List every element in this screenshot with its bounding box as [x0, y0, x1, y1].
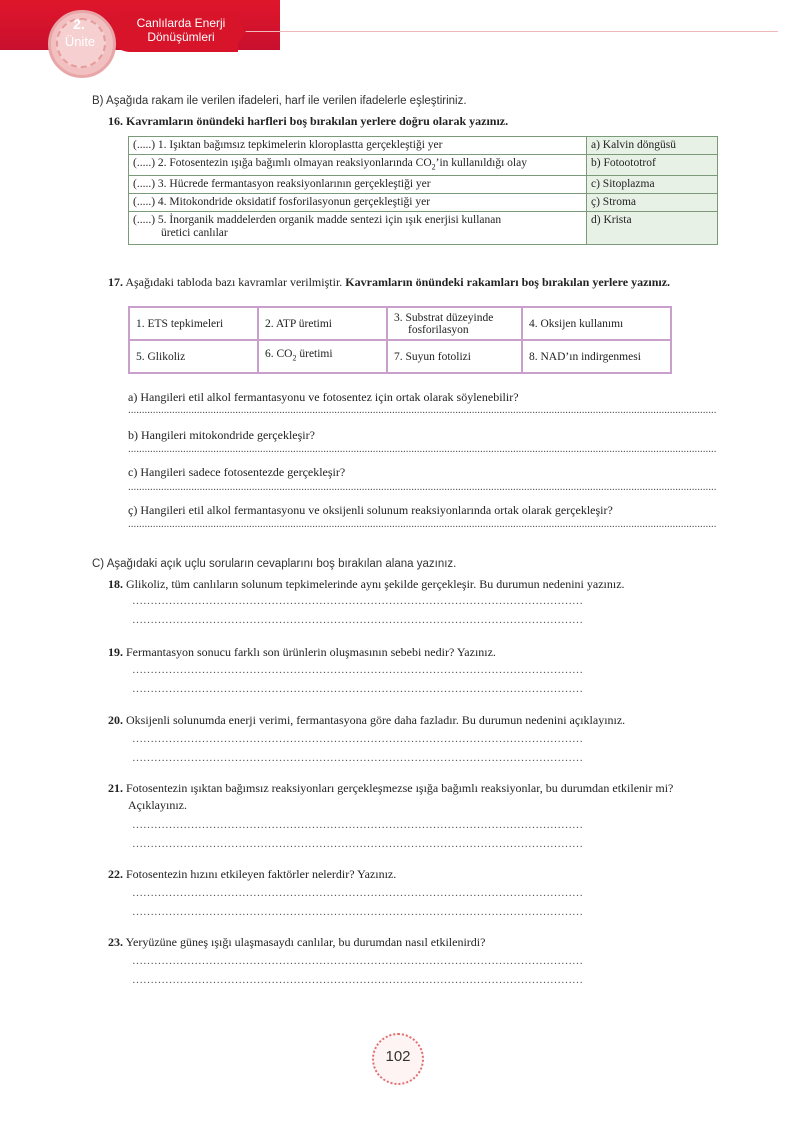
statement-cell: (.....) 4. Mitokondride oksidatif fosforilasyonun gerçekleştiği yer: [129, 194, 587, 212]
option-cell: a) Kalvin döngüsü: [587, 137, 718, 155]
answer-line[interactable]: ......................................................................................................................................................................................................................: [128, 443, 717, 455]
question-22: 22. Fotosentezin hızını etkileyen faktörler nelerdir? Yazınız.: [108, 867, 397, 881]
statement-cell: (.....) 2. Fotosentezin ışığa bağımlı olmayan reaksiyonlarında $CO_2’in$ kullanıldığı olay: [129, 155, 587, 176]
answer-line[interactable]: ……………………………………………………………………………………………………………: [132, 683, 583, 695]
matching-table: [128, 136, 718, 245]
answer-line[interactable]: ……………………………………………………………………………………………………………: [132, 664, 583, 676]
concept-cell: 4. Oksijen kullanımı: [522, 307, 671, 340]
subquestion-a: a) Hangileri etil alkol fermantasyonu ve fotosentez için ortak olarak söylenebilir?: [128, 390, 519, 404]
answer-line[interactable]: ......................................................................................................................................................................................................................: [128, 481, 717, 493]
option-cell: b) Fotoototrof: [587, 155, 718, 176]
question-instruction: Kavramların önündeki rakamları boş bırakılan yerlere yazınız.: [345, 275, 671, 289]
question-21: 21. Fotosentezin ışıktan bağımsız reaksiyonları gerçekleşmezse ışığa bağımlı reaksiyonlar, bu durumdan etkilenir mi?: [108, 781, 674, 795]
question-21-continued: Açıklayınız.: [128, 798, 187, 812]
answer-line[interactable]: ……………………………………………………………………………………………………………: [132, 819, 583, 831]
answer-line[interactable]: ……………………………………………………………………………………………………………: [132, 752, 583, 764]
concept-cell: 1. ETS tepkimeleri: [129, 307, 258, 340]
unit-number: 2.: [73, 16, 85, 32]
section-b-heading: B) Aşağıda rakam ile verilen ifadeleri, harf ile verilen ifadelerle eşleştiriniz.: [92, 95, 467, 107]
question-23: 23. Yeryüzüne güneş ışığı ulaşmasaydı canlılar, bu durumdan nasıl etkilenirdi?: [108, 935, 486, 949]
statement-cell: (.....) 3. Hücrede fermantasyon reaksiyonlarının gerçekleştiği yer: [129, 176, 587, 194]
answer-line[interactable]: ……………………………………………………………………………………………………………: [132, 614, 583, 626]
answer-line[interactable]: ……………………………………………………………………………………………………………: [132, 974, 583, 986]
option-cell: c) Sitoplazma: [587, 176, 718, 194]
concept-cell: 3. Substrat düzeyinde fosforilasyon: [387, 307, 522, 340]
unit-word: Ünite: [64, 34, 96, 49]
option-cell: d) Krista: [587, 212, 718, 245]
table-row: [129, 137, 718, 155]
page-number: 102: [385, 1048, 411, 1065]
answer-line[interactable]: ……………………………………………………………………………………………………………: [132, 838, 583, 850]
header-rule: [238, 31, 778, 32]
option-cell: ç) Stroma: [587, 194, 718, 212]
answer-line[interactable]: ……………………………………………………………………………………………………………: [132, 595, 583, 607]
question-20: 20. Oksijenli solunumda enerji verimi, fermantasyona göre daha fazladır. Bu durumun nedenini açıklayınız.: [108, 713, 626, 727]
table-row: [129, 307, 671, 340]
concept-grid: [128, 306, 672, 374]
concept-cell: 6. $CO_2$ üretimi: [258, 340, 387, 373]
subquestion-c: c) Hangileri sadece fotosentezde gerçekleşir?: [128, 465, 346, 479]
question-19: 19. Fermantasyon sonucu farklı son ürünlerin oluşmasının sebebi nedir? Yazınız.: [108, 645, 496, 659]
answer-line[interactable]: ……………………………………………………………………………………………………………: [132, 906, 583, 918]
chapter-title-line1: Canlılarda Enerji: [136, 16, 226, 30]
table-row: [129, 176, 718, 194]
table-row: [129, 194, 718, 212]
table-row: [129, 340, 671, 373]
concept-cell: 5. Glikoliz: [129, 340, 258, 373]
question-text: Aşağıdaki tabloda bazı kavramlar verilmiştir.: [125, 275, 346, 289]
question-17: [108, 275, 670, 289]
table-row: [129, 155, 718, 176]
chapter-title-line2: Dönüşümleri: [147, 30, 215, 44]
question-16: [108, 114, 508, 128]
concept-cell: 8. NAD’ın indirgenmesi: [522, 340, 671, 373]
question-text: Kavramların önündeki harfleri boş bırakılan yerlere doğru olarak yazınız.: [126, 114, 509, 128]
section-c-heading: C) Aşağıdaki açık uçlu soruların cevaplarını boş bırakılan alana yazınız.: [92, 558, 457, 570]
answer-line[interactable]: ......................................................................................................................................................................................................................: [128, 518, 717, 530]
table-row: [129, 212, 718, 245]
concept-cell: 7. Suyun fotolizi: [387, 340, 522, 373]
question-18: 18. Glikoliz, tüm canlıların solunum tepkimelerinde aynı şekilde gerçekleşir. Bu durumun nedenini yazınız.: [108, 577, 625, 591]
statement-cell: (.....) 5. İnorganik maddelerden organik madde sentezi için ışık enerjisi kullanan üretici canlılar: [129, 212, 587, 245]
answer-line[interactable]: ……………………………………………………………………………………………………………: [132, 955, 583, 967]
statement-cell: (.....) 1. Işıktan bağımsız tepkimelerin kloroplastta gerçekleştiği yer: [129, 137, 587, 155]
answer-line[interactable]: ......................................................................................................................................................................................................................: [128, 404, 717, 416]
question-number: 17.: [108, 275, 123, 289]
question-number: 16.: [108, 114, 123, 128]
answer-line[interactable]: ……………………………………………………………………………………………………………: [132, 887, 583, 899]
answer-line[interactable]: ……………………………………………………………………………………………………………: [132, 733, 583, 745]
subquestion-c-cedilla: ç) Hangileri etil alkol fermantasyonu ve oksijenli solunum reaksiyonlarında ortak olarak gerçekleşir?: [128, 503, 613, 517]
concept-cell: 2. ATP üretimi: [258, 307, 387, 340]
subquestion-b: b) Hangileri mitokondride gerçekleşir?: [128, 428, 315, 442]
